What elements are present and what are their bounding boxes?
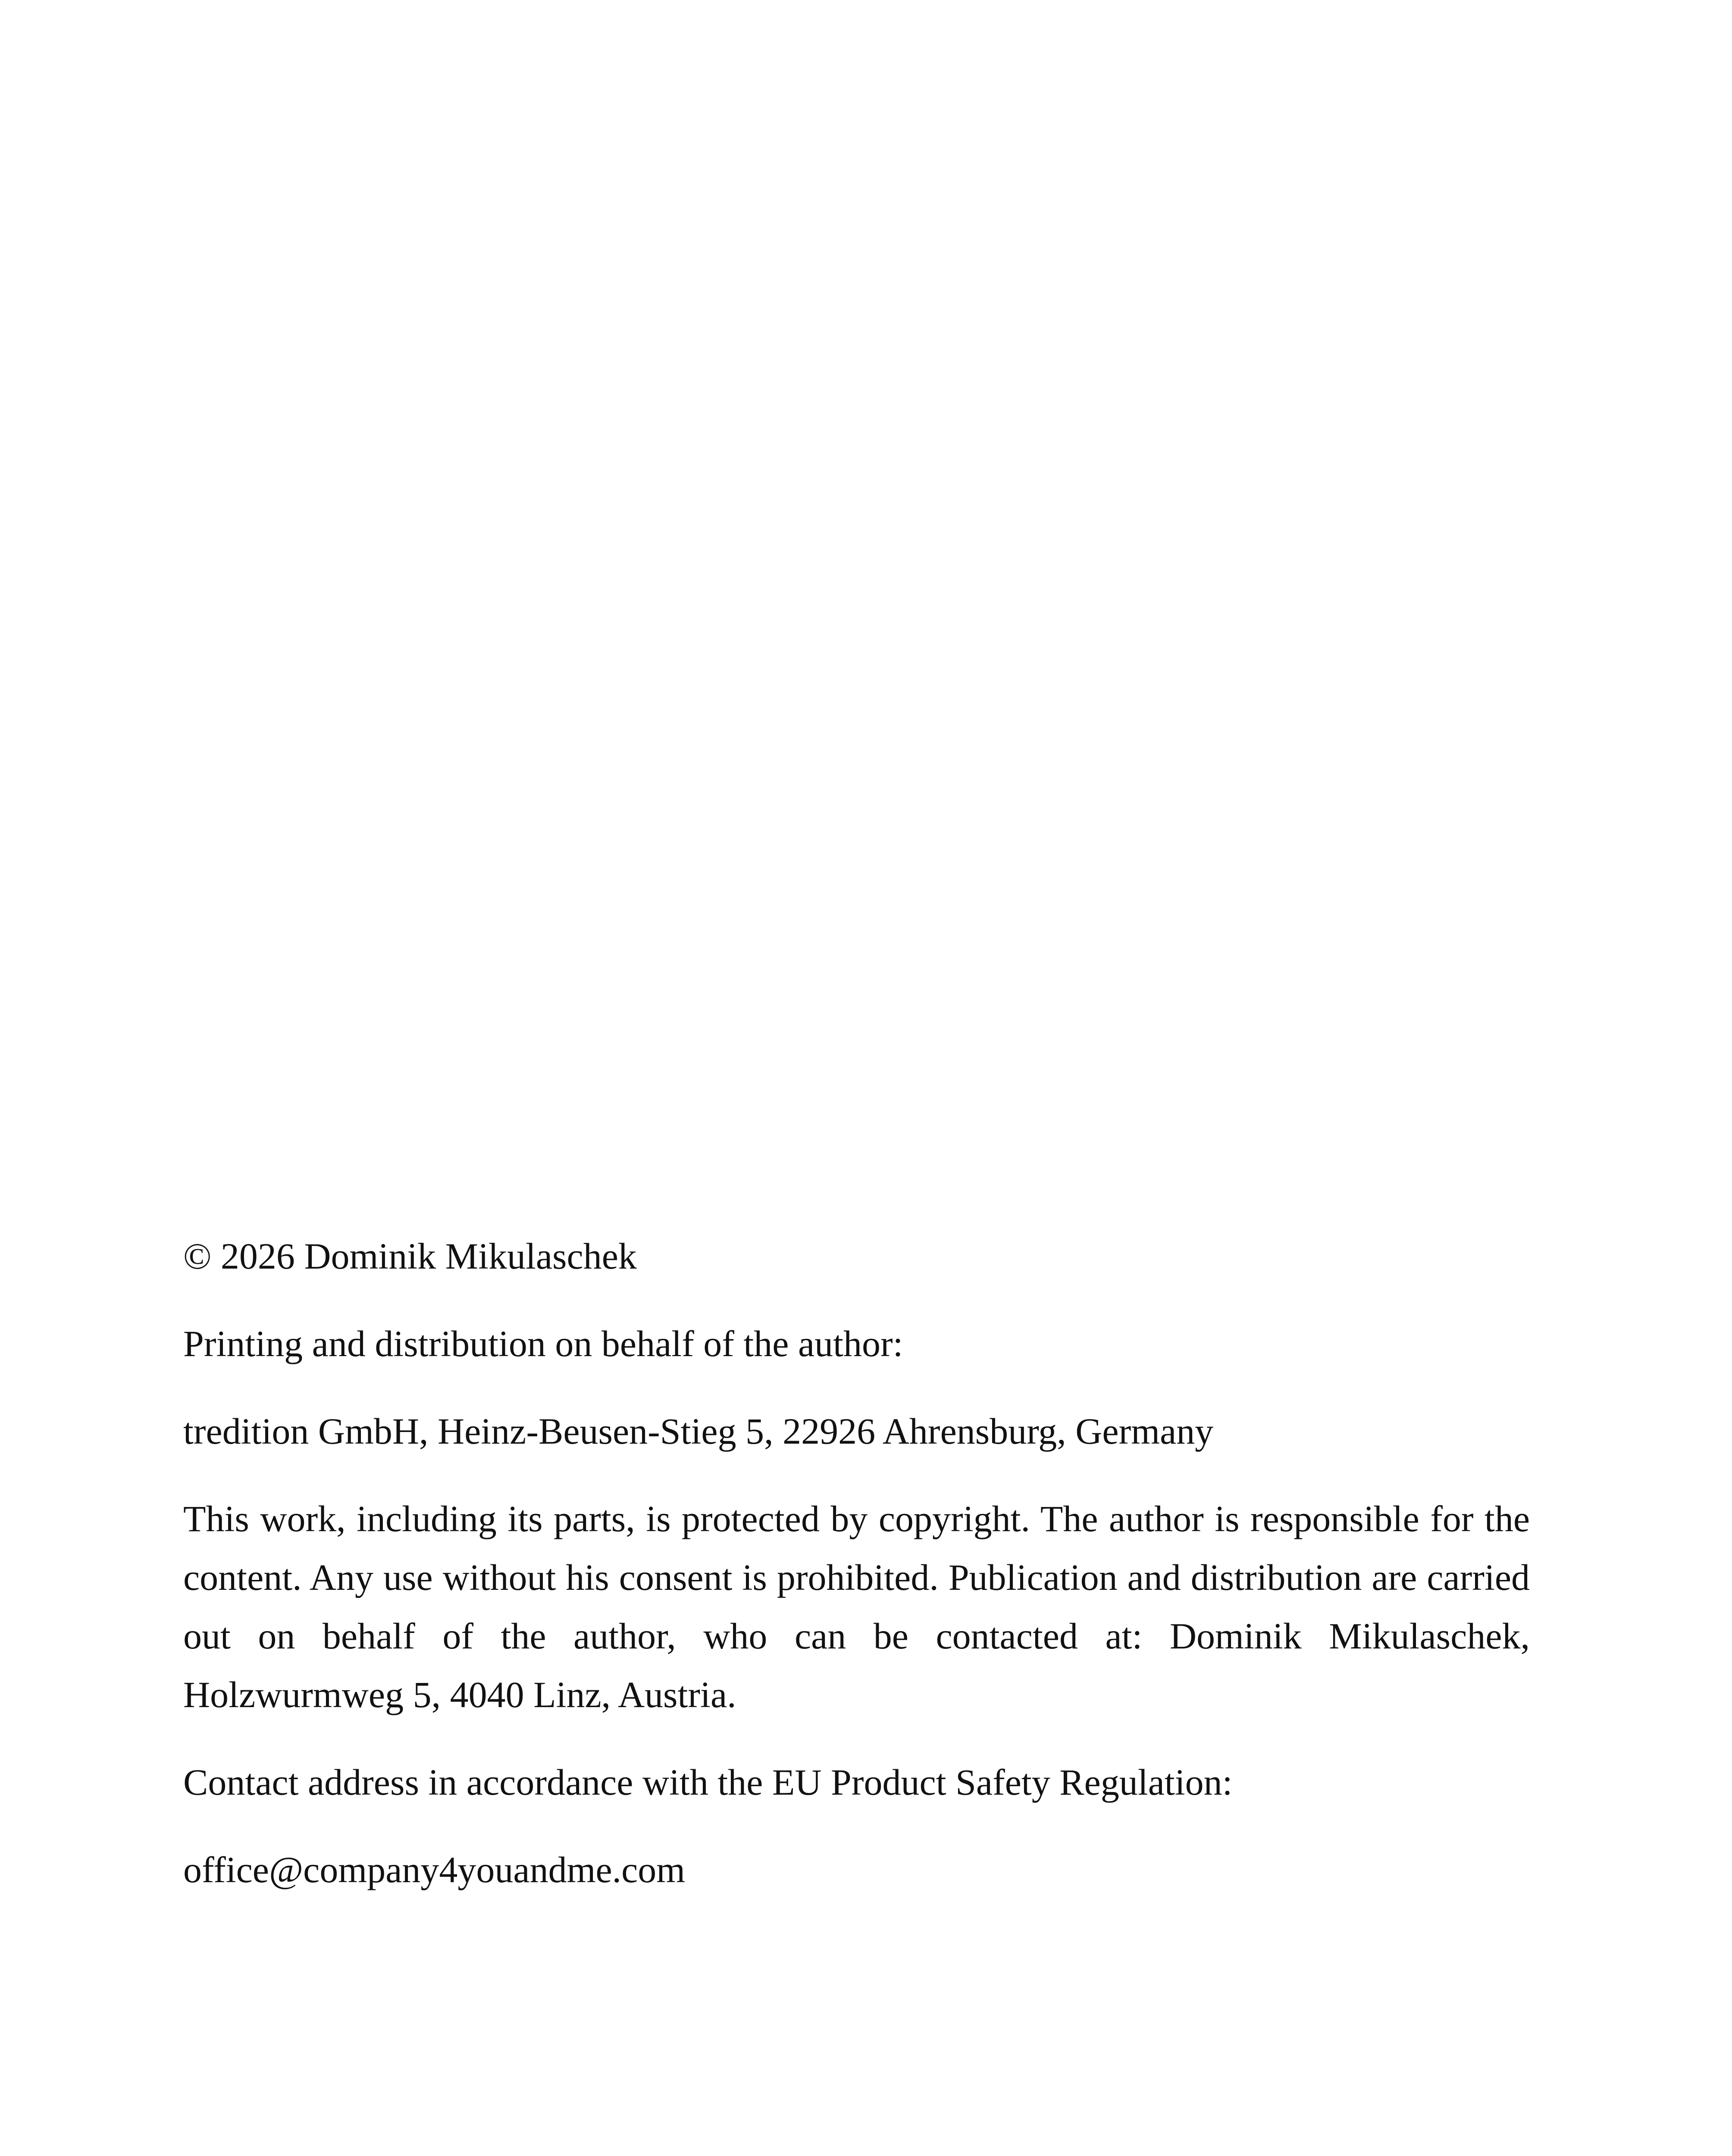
rights-paragraph: This work, including its parts, is protected by copyright. The author is responsible for the content. Any use without his consent is prohibited. Publication and distribution are carried out on behalf of the author, who can be contacted at: Dominik Mikulaschek, Holzwurmweg 5, 4040 Linz, Austria. bbox=[183, 1498, 1530, 1715]
contact-email: office@company4youandme.com bbox=[183, 1849, 686, 1890]
printing-distribution-line: Printing and distribution on behalf of the author: bbox=[183, 1323, 903, 1364]
copyright-line: © 2026 Dominik Mikulaschek bbox=[183, 1235, 637, 1277]
imprint-block bbox=[183, 1227, 1530, 1928]
publisher-address: tredition GmbH, Heinz-Beusen-Stieg 5, 22926 Ahrensburg, Germany bbox=[183, 1410, 1214, 1452]
contact-heading: Contact address in accordance with the EU Product Safety Regulation: bbox=[183, 1761, 1233, 1803]
